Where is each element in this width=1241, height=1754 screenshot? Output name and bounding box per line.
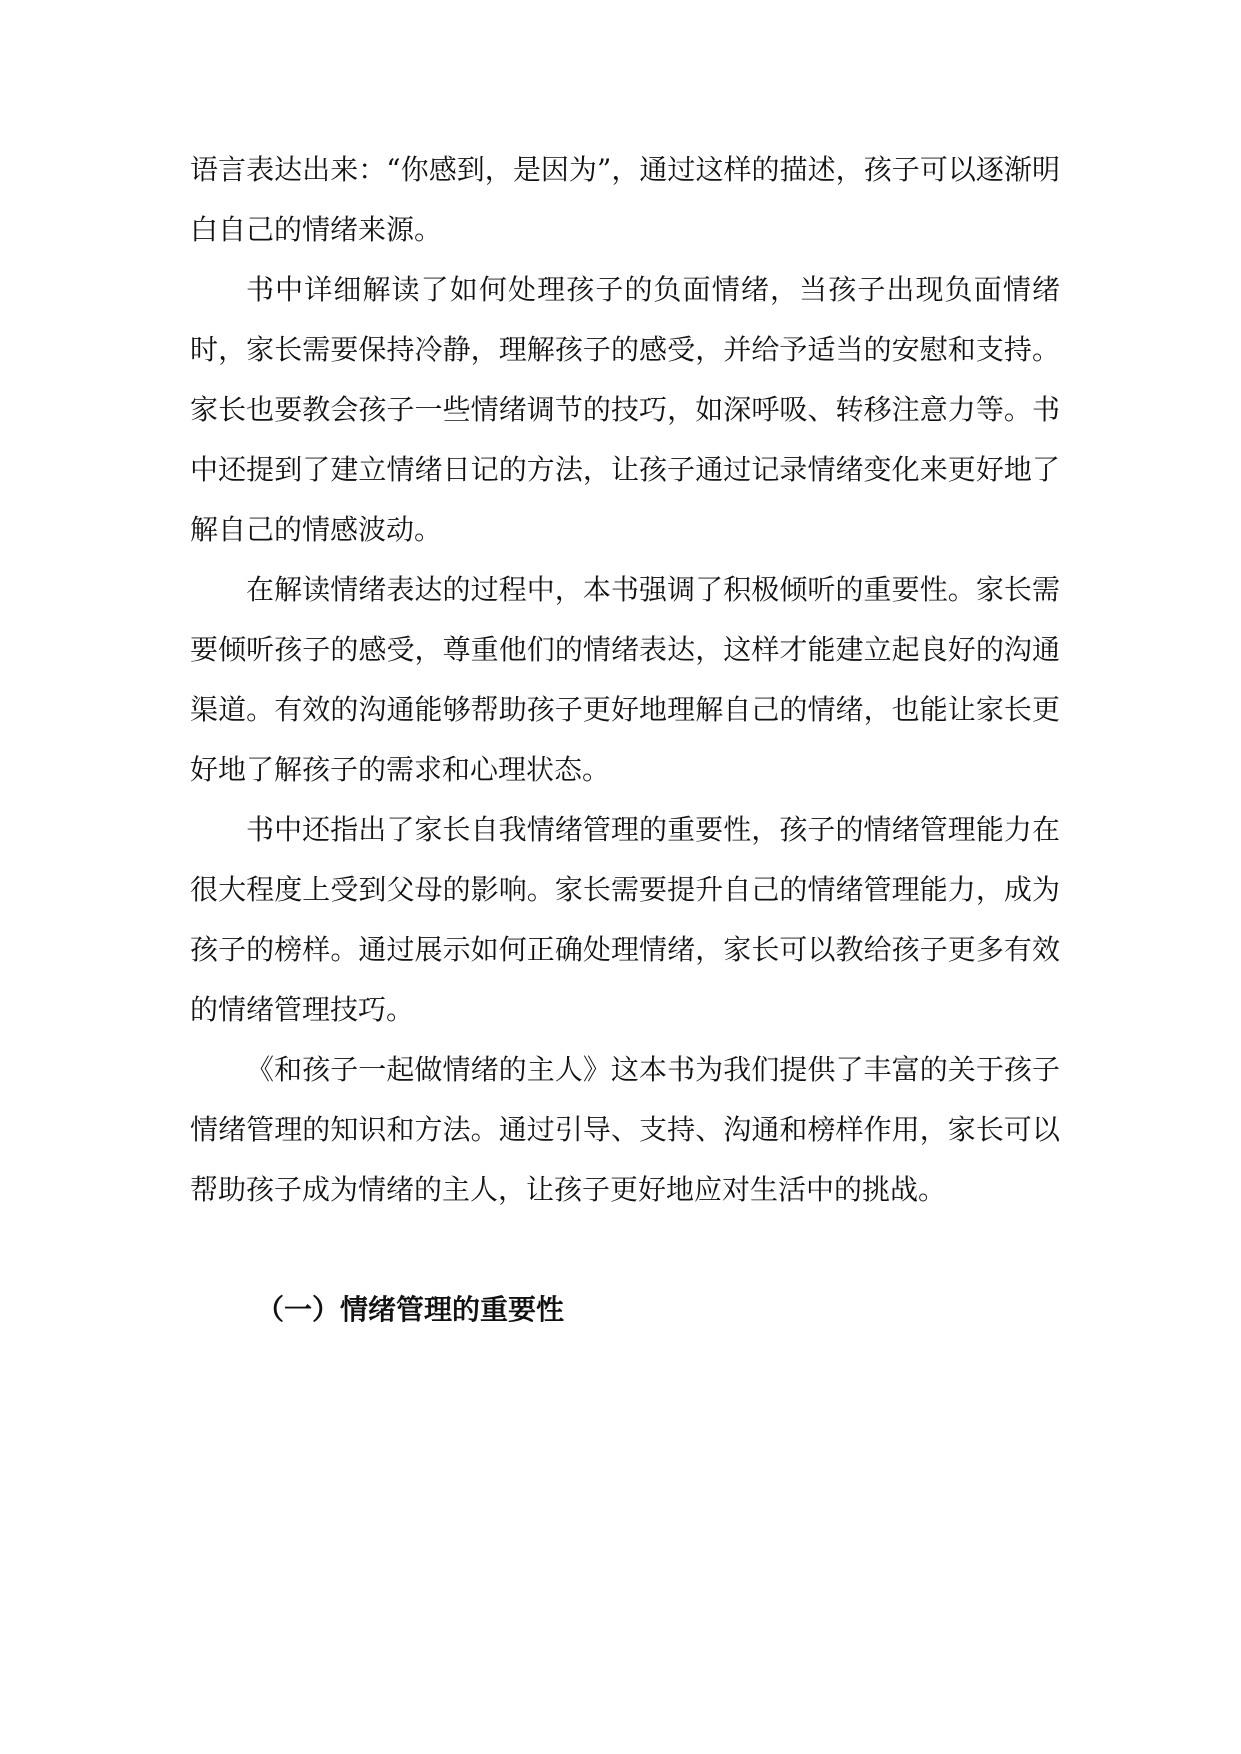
paragraph-book-summary: 《和孩子一起做情绪的主人》这本书为我们提供了丰富的关于孩子情绪管理的知识和方法。通过引导、支持、沟通和榜样作用，家长可以帮助孩子成为情绪的主人，让孩子更好地应对生活中的挑战。 (190, 1053, 1060, 1206)
section-heading: （一）情绪管理的重要性 (256, 1293, 565, 1326)
paragraph-continued: 语言表达出来：“你感到，是因为”，通过这样的描述，孩子可以逐渐明白自己的情绪来源。 (190, 153, 1060, 246)
paragraph-active-listening: 在解读情绪表达的过程中，本书强调了积极倾听的重要性。家长需要倾听孩子的感受，尊重他们的情绪表达，这样才能建立起良好的沟通渠道。有效的沟通能够帮助孩子更好地理解自己的情绪，也能让家长更好地了解孩子的需求和心理状态。 (190, 573, 1060, 786)
document-body (190, 140, 1060, 1340)
paragraph-parent-self-management: 书中还指出了家长自我情绪管理的重要性，孩子的情绪管理能力在很大程度上受到父母的影响。家长需要提升自己的情绪管理能力，成为孩子的榜样。通过展示如何正确处理情绪，家长可以教给孩子更多有效的情绪管理技巧。 (190, 813, 1060, 1026)
paragraph-negative-emotions: 书中详细解读了如何处理孩子的负面情绪，当孩子出现负面情绪时，家长需要保持冷静，理解孩子的感受，并给予适当的安慰和支持。家长也要教会孩子一些情绪调节的技巧，如深呼吸、转移注意力等。书中还提到了建立情绪日记的方法，让孩子通过记录情绪变化来更好地了解自己的情感波动。 (190, 273, 1060, 546)
